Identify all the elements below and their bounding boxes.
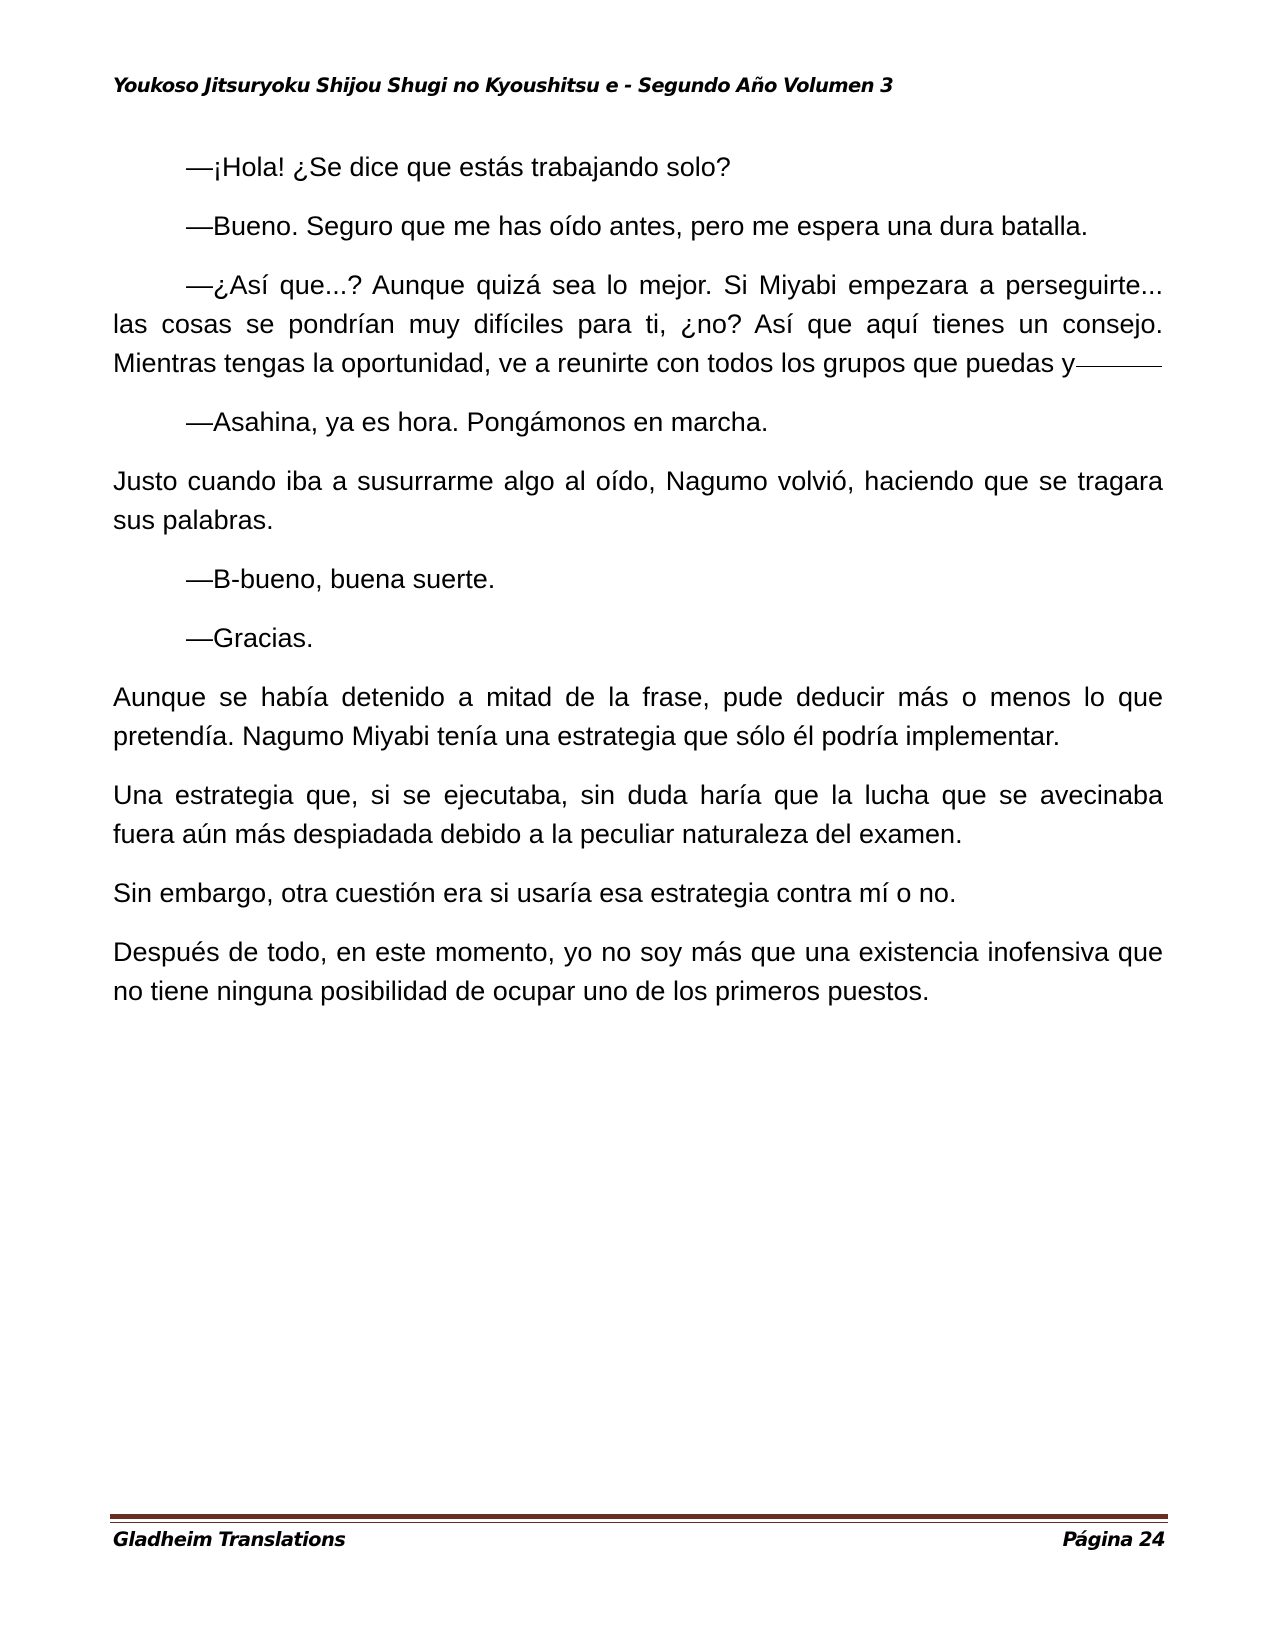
footer-page-number: Página 24 — [1062, 1528, 1165, 1551]
dialogue-line-2: —Bueno. Seguro que me has oído antes, pero me espera una dura batalla. — [186, 211, 1089, 241]
dialogue-line-6: —Gracias. — [186, 623, 314, 653]
footer-divider-thick — [110, 1514, 1168, 1519]
page-body — [113, 148, 1163, 1031]
dialogue-line-5: —B-bueno, buena suerte. — [186, 564, 496, 594]
narration-paragraph-3: Una estrategia que, si se ejecutaba, sin duda haría que la lucha que se avecinaba fuera aún más despiadada debido a la peculiar naturaleza del examen. — [113, 780, 1163, 849]
narration-paragraph-2: Aunque se había detenido a mitad de la frase, pude deducir más o menos lo que pretendía. Nagumo Miyabi tenía una estrategia que sólo él podría implementar. — [113, 682, 1163, 751]
page-header-title: Youkoso Jitsuryoku Shijou Shugi no Kyoushitsu e - Segundo Año Volumen 3 — [113, 74, 894, 97]
dialogue-line-3 — [113, 266, 1163, 383]
narration-paragraph-4: Sin embargo, otra cuestión era si usaría esa estrategia contra mí o no. — [113, 878, 957, 908]
dialogue-line-1: —¡Hola! ¿Se dice que estás trabajando solo? — [186, 152, 731, 182]
interruption-dash — [1076, 366, 1162, 367]
footer-publisher: Gladheim Translations — [113, 1528, 346, 1551]
footer-divider-thin — [110, 1522, 1168, 1523]
narration-paragraph-5: Después de todo, en este momento, yo no soy más que una existencia inofensiva que no tiene ninguna posibilidad de ocupar uno de los primeros puestos. — [113, 937, 1163, 1006]
footer-divider — [110, 1514, 1168, 1523]
dialogue-line-3-text: —¿Así que...? Aunque quizá sea lo mejor. Si Miyabi empezara a perseguirte... las cosas se pondrían muy difíciles para ti, ¿no? Así que aquí tienes un consejo. Mientras tengas la oportunidad, ve a reunirte con todos los grupos que puedas y — [113, 270, 1163, 378]
dialogue-line-4: —Asahina, ya es hora. Pongámonos en marcha. — [186, 407, 769, 437]
narration-paragraph-1: Justo cuando iba a susurrarme algo al oído, Nagumo volvió, haciendo que se tragara sus palabras. — [113, 466, 1163, 535]
